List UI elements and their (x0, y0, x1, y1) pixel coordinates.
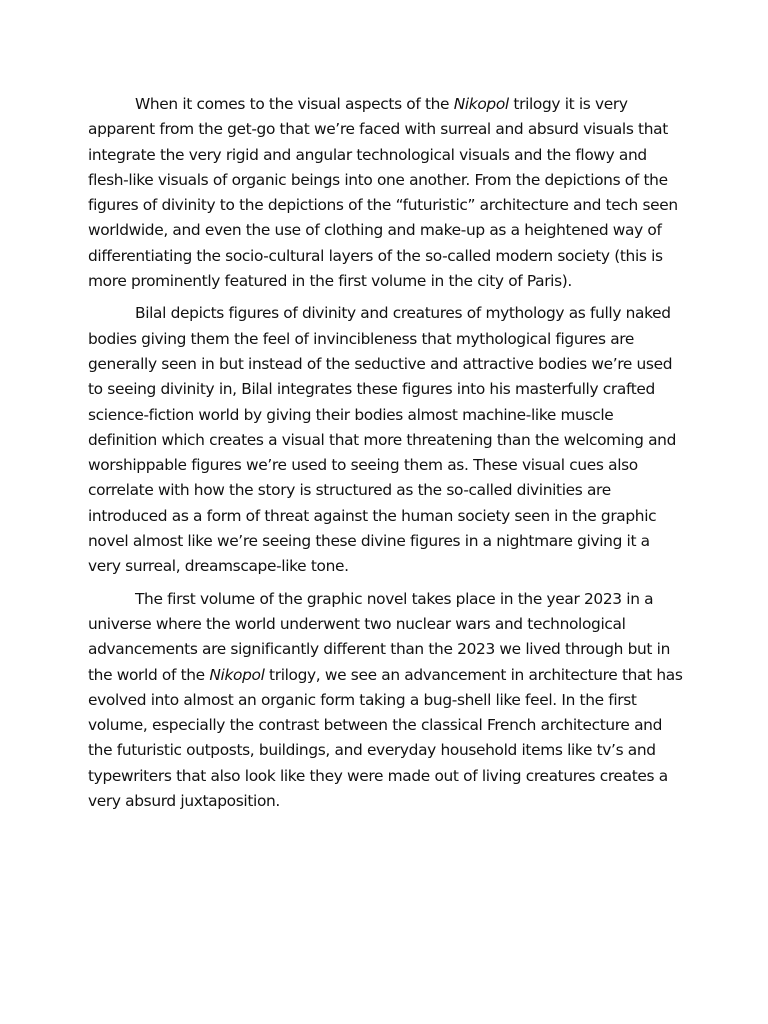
paragraph-2: Bilal depicts figures of divinity and creatures of mythology as fully naked bodies giving them the feel of invincibleness that mythological figures are generally seen in but instead of the seductive and attractive bodies we’re used to seeing divinity in, Bilal integrates these figures into his masterfully crafted science-fiction world by giving their bodies almost machine-like muscle definition which creates a visual that more threatening than the welcoming and worshippable figures we’re used to seeing them as. These visual cues also correlate with how the story is structured as the so-called divinities are introduced as a form of threat against the human society seen in the graphic novel almost like we’re seeing these divine figures in a nightmare giving it a very surreal, dreamscape-like tone. (88, 304, 677, 576)
paragraph-1-text-after: trilogy it is very apparent from the get-go that we’re faced with surreal and absurd visuals that integrate the very rigid and angular technological visuals and the flowy and flesh-like visuals of organic beings into one another. From the depictions of the figures of divinity to the depictions of the “futuristic” architecture and tech seen worldwide, and even the use of clothing and make-up as a heightened way of differentiating the socio-cultural layers of the so-called modern society (this is more prominently featured in the first volume in the city of Paris). (88, 95, 678, 291)
paragraph-1-text-before: When it comes to the visual aspects of the (135, 95, 454, 113)
italic-title-nikopol: Nikopol (209, 665, 265, 684)
paragraph-1 (88, 92, 686, 294)
paragraph-3-text-before: The first volume of the graphic novel takes place in the year 2023 in a universe where the world underwent two nuclear wars and technological advancements are significantly different than the 2023 we lived through but in the world of the (88, 589, 670, 684)
italic-title-nikopol: Nikopol (453, 95, 509, 113)
document-page (88, 92, 686, 821)
paragraph-3-text-after: trilogy, we see an advancement in architecture that has evolved into almost an organic form taking a bug-shell like feel. In the first volume, especially the contrast between the classical French architecture and the futuristic outposts, buildings, and everyday household items like tv’s and typewriters that also look like they were made out of living creatures creates a very absurd juxtaposition. (88, 665, 683, 811)
paragraph-3 (88, 587, 686, 815)
